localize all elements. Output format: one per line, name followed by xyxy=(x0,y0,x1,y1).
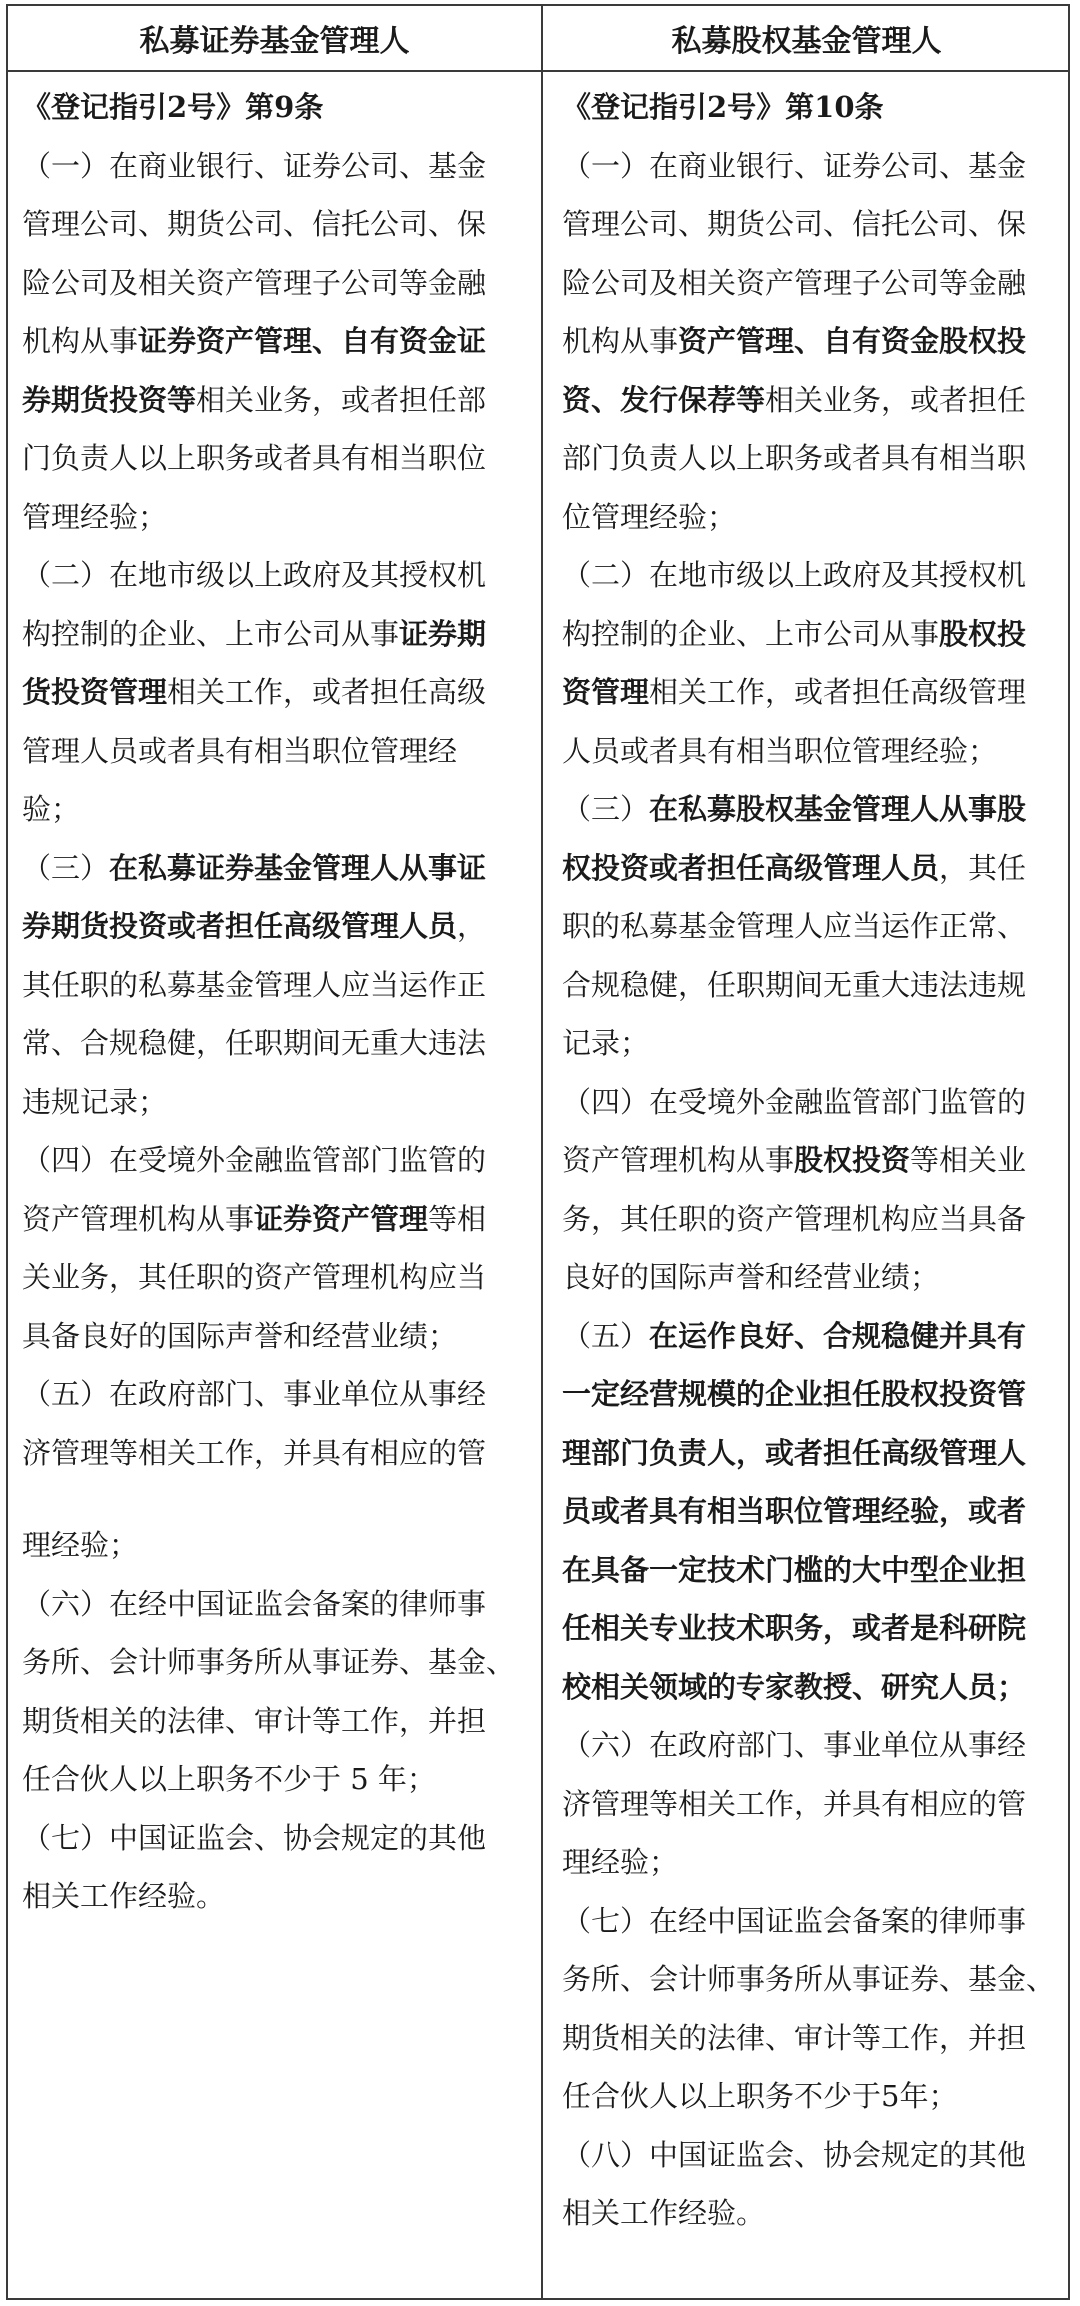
right-text-line: 期货相关的法律、审计等工作，并担 xyxy=(562,2020,1027,2055)
bold-phrase: 在私募证券基金管理人从事证 xyxy=(109,850,487,885)
left-text-line: 关业务，其任职的资产管理机构应当 xyxy=(22,1260,487,1294)
right-text-line: 险公司及相关资产管理子公司等金融 xyxy=(562,265,1027,300)
bold-phrase: 校相关领域的专家教授、研究人员； xyxy=(562,1669,1027,1704)
bold-phrase: 资产管理、自有资金股权投 xyxy=(678,324,1027,358)
left-text-line xyxy=(22,312,532,371)
text-segment: （三） xyxy=(22,850,110,885)
right-text-line: （八）中国证监会、协会规定的其他 xyxy=(562,2137,1027,2172)
right-text-line: 济管理等相关工作，并具有相应的管 xyxy=(562,1786,1027,1821)
text-segment: 相关业务，或者担任 xyxy=(765,382,1027,417)
left-text-line: 理经验； xyxy=(22,1528,139,1562)
right-text-line xyxy=(562,605,1062,664)
bold-phrase: 权投资或者担任高级管理人员 xyxy=(562,850,940,885)
right-text-line xyxy=(562,1424,1062,1483)
right-text-line xyxy=(562,1541,1062,1600)
column-divider xyxy=(541,6,543,2298)
text-segment: 机构从事 xyxy=(22,324,139,358)
right-text-line xyxy=(562,1131,1062,1190)
right-text-line: 务，其任职的资产管理机构应当具备 xyxy=(562,1201,1027,1236)
bold-phrase: 证券资产管理、自有资金证 xyxy=(138,324,487,358)
right-article-title: 《登记指引2号》第10条 xyxy=(562,90,884,124)
bold-phrase: 券期货投资等 xyxy=(22,382,197,417)
right-text-line xyxy=(562,1482,1062,1541)
right-text-line: 部门负责人以上职务或者具有相当职 xyxy=(562,441,1027,475)
bold-phrase: 一定经营规模的企业担任股权投资管 xyxy=(562,1377,1027,1411)
left-text-line xyxy=(22,371,532,430)
left-text-line: 常、合规稳健，任职期间无重大违法 xyxy=(22,1026,487,1060)
right-text-line: 职的私募基金管理人应当运作正常、 xyxy=(562,909,1027,943)
right-text-line: 位管理经验； xyxy=(562,499,737,534)
bold-phrase: 券期货投资或者担任高级管理人员 xyxy=(22,909,458,943)
right-text-line xyxy=(562,663,1062,722)
left-text-line: 险公司及相关资产管理子公司等金融 xyxy=(22,265,487,300)
left-text-line: 任合伙人以上职务不少于 5 年； xyxy=(22,1762,436,1796)
left-text-line: 管理经验； xyxy=(22,499,168,534)
text-segment: 相关工作，或者担任高级 xyxy=(167,675,487,709)
right-column-text xyxy=(562,78,1062,2243)
bold-phrase: 股权投资 xyxy=(794,1143,911,1177)
left-text-line xyxy=(22,663,532,722)
text-segment: 构控制的企业、上市公司从事 xyxy=(22,616,400,651)
text-segment: （五） xyxy=(562,1318,650,1353)
right-text-line: 合规稳健，任职期间无重大违法违规 xyxy=(562,967,1027,1002)
left-article-title: 《登记指引2号》第9条 xyxy=(22,90,324,124)
left-text-line xyxy=(22,897,532,956)
left-text-line: 济管理等相关工作，并具有相应的管 xyxy=(22,1435,487,1470)
right-text-line xyxy=(562,780,1062,839)
right-text-line: 相关工作经验。 xyxy=(562,2196,766,2230)
left-text-line xyxy=(22,1190,532,1249)
left-text-line: （一）在商业银行、证券公司、基金 xyxy=(22,148,487,183)
left-text-line: 管理公司、期货公司、信托公司、保 xyxy=(22,207,487,241)
text-segment: ， xyxy=(457,909,487,943)
bold-phrase: 在运作良好、合规稳健并具有 xyxy=(649,1318,1027,1353)
bold-phrase: 任相关专业技术职务，或者是科研院 xyxy=(562,1611,1027,1645)
bold-phrase: 证券资产管理 xyxy=(254,1201,429,1236)
left-text-line: 验； xyxy=(22,792,81,826)
header-divider xyxy=(8,70,1068,72)
left-text-line: 管理人员或者具有相当职位管理经 xyxy=(22,733,458,768)
bold-phrase: 资管理 xyxy=(562,675,650,709)
left-text-line: （四）在受境外金融监管部门监管的 xyxy=(22,1143,487,1177)
left-text-line: 期货相关的法律、审计等工作，并担 xyxy=(22,1703,487,1738)
text-segment: 等相关业 xyxy=(910,1143,1027,1177)
right-text-line xyxy=(562,371,1062,430)
right-text-line: 理经验； xyxy=(562,1845,679,1879)
left-text-line xyxy=(22,839,532,898)
bold-phrase: 股权投 xyxy=(939,616,1027,651)
bold-phrase: 资、发行保荐等 xyxy=(562,382,766,417)
header-securities-fund-manager: 私募证券基金管理人 xyxy=(139,24,410,59)
header-equity-fund-manager: 私募股权基金管理人 xyxy=(671,24,942,59)
text-segment: 构控制的企业、上市公司从事 xyxy=(562,616,940,651)
text-segment: 资产管理机构从事 xyxy=(22,1201,255,1236)
left-text-line: （七）中国证监会、协会规定的其他 xyxy=(22,1820,487,1855)
right-text-line xyxy=(562,839,1062,898)
right-text-line xyxy=(562,1307,1062,1366)
right-text-line xyxy=(562,312,1062,371)
right-text-line: 务所、会计师事务所从事证券、基金、 xyxy=(562,1962,1056,1996)
text-segment: 机构从事 xyxy=(562,324,679,358)
left-text-line: （二）在地市级以上政府及其授权机 xyxy=(22,558,487,592)
left-text-line: （六）在经中国证监会备案的律师事 xyxy=(22,1586,487,1621)
left-text-line: （五）在政府部门、事业单位从事经 xyxy=(22,1377,487,1411)
bold-phrase: 在私募股权基金管理人从事股 xyxy=(649,792,1027,826)
right-text-line: （七）在经中国证监会备案的律师事 xyxy=(562,1903,1027,1938)
left-text-line: 具备良好的国际声誉和经营业绩； xyxy=(22,1318,458,1353)
bold-phrase: 员或者具有相当职位管理经验，或者 xyxy=(562,1494,1027,1528)
left-text-line: 务所、会计师事务所从事证券、基金、 xyxy=(22,1645,516,1679)
left-column-text xyxy=(22,78,532,1926)
text-segment: 资产管理机构从事 xyxy=(562,1143,795,1177)
bold-phrase: 证券期 xyxy=(399,616,487,651)
right-text-line: （一）在商业银行、证券公司、基金 xyxy=(562,148,1027,183)
right-text-line: （二）在地市级以上政府及其授权机 xyxy=(562,558,1027,592)
left-text-line: 相关工作经验。 xyxy=(22,1879,226,1913)
right-text-line xyxy=(562,1599,1062,1658)
left-text-line xyxy=(22,605,532,664)
text-segment: （三） xyxy=(562,792,650,826)
right-text-line: 良好的国际声誉和经营业绩； xyxy=(562,1260,940,1294)
bold-phrase: 理部门负责人，或者担任高级管理人 xyxy=(562,1435,1027,1470)
right-text-line: 任合伙人以上职务不少于5年； xyxy=(562,2079,958,2113)
left-text-line: 其任职的私募基金管理人应当运作正 xyxy=(22,967,487,1002)
right-text-line xyxy=(562,1658,1062,1717)
right-text-line: 记录； xyxy=(562,1026,650,1060)
left-text-line: 门负责人以上职务或者具有相当职位 xyxy=(22,441,487,475)
text-segment: ，其任 xyxy=(939,850,1027,885)
text-segment: 相关工作，或者担任高级管理 xyxy=(649,675,1027,709)
comparison-table xyxy=(6,4,1070,2300)
text-segment: 相关业务，或者担任部 xyxy=(196,382,487,417)
text-segment: 等相 xyxy=(428,1201,487,1236)
left-text-line: 违规记录； xyxy=(22,1084,168,1119)
right-text-line: 管理公司、期货公司、信托公司、保 xyxy=(562,207,1027,241)
right-text-line: （六）在政府部门、事业单位从事经 xyxy=(562,1728,1027,1762)
bold-phrase: 在具备一定技术门槛的大中型企业担 xyxy=(562,1552,1027,1587)
right-text-line xyxy=(562,1365,1062,1424)
right-text-line: 人员或者具有相当职位管理经验； xyxy=(562,733,998,768)
right-text-line: （四）在受境外金融监管部门监管的 xyxy=(562,1084,1027,1119)
bold-phrase: 货投资管理 xyxy=(22,675,168,709)
